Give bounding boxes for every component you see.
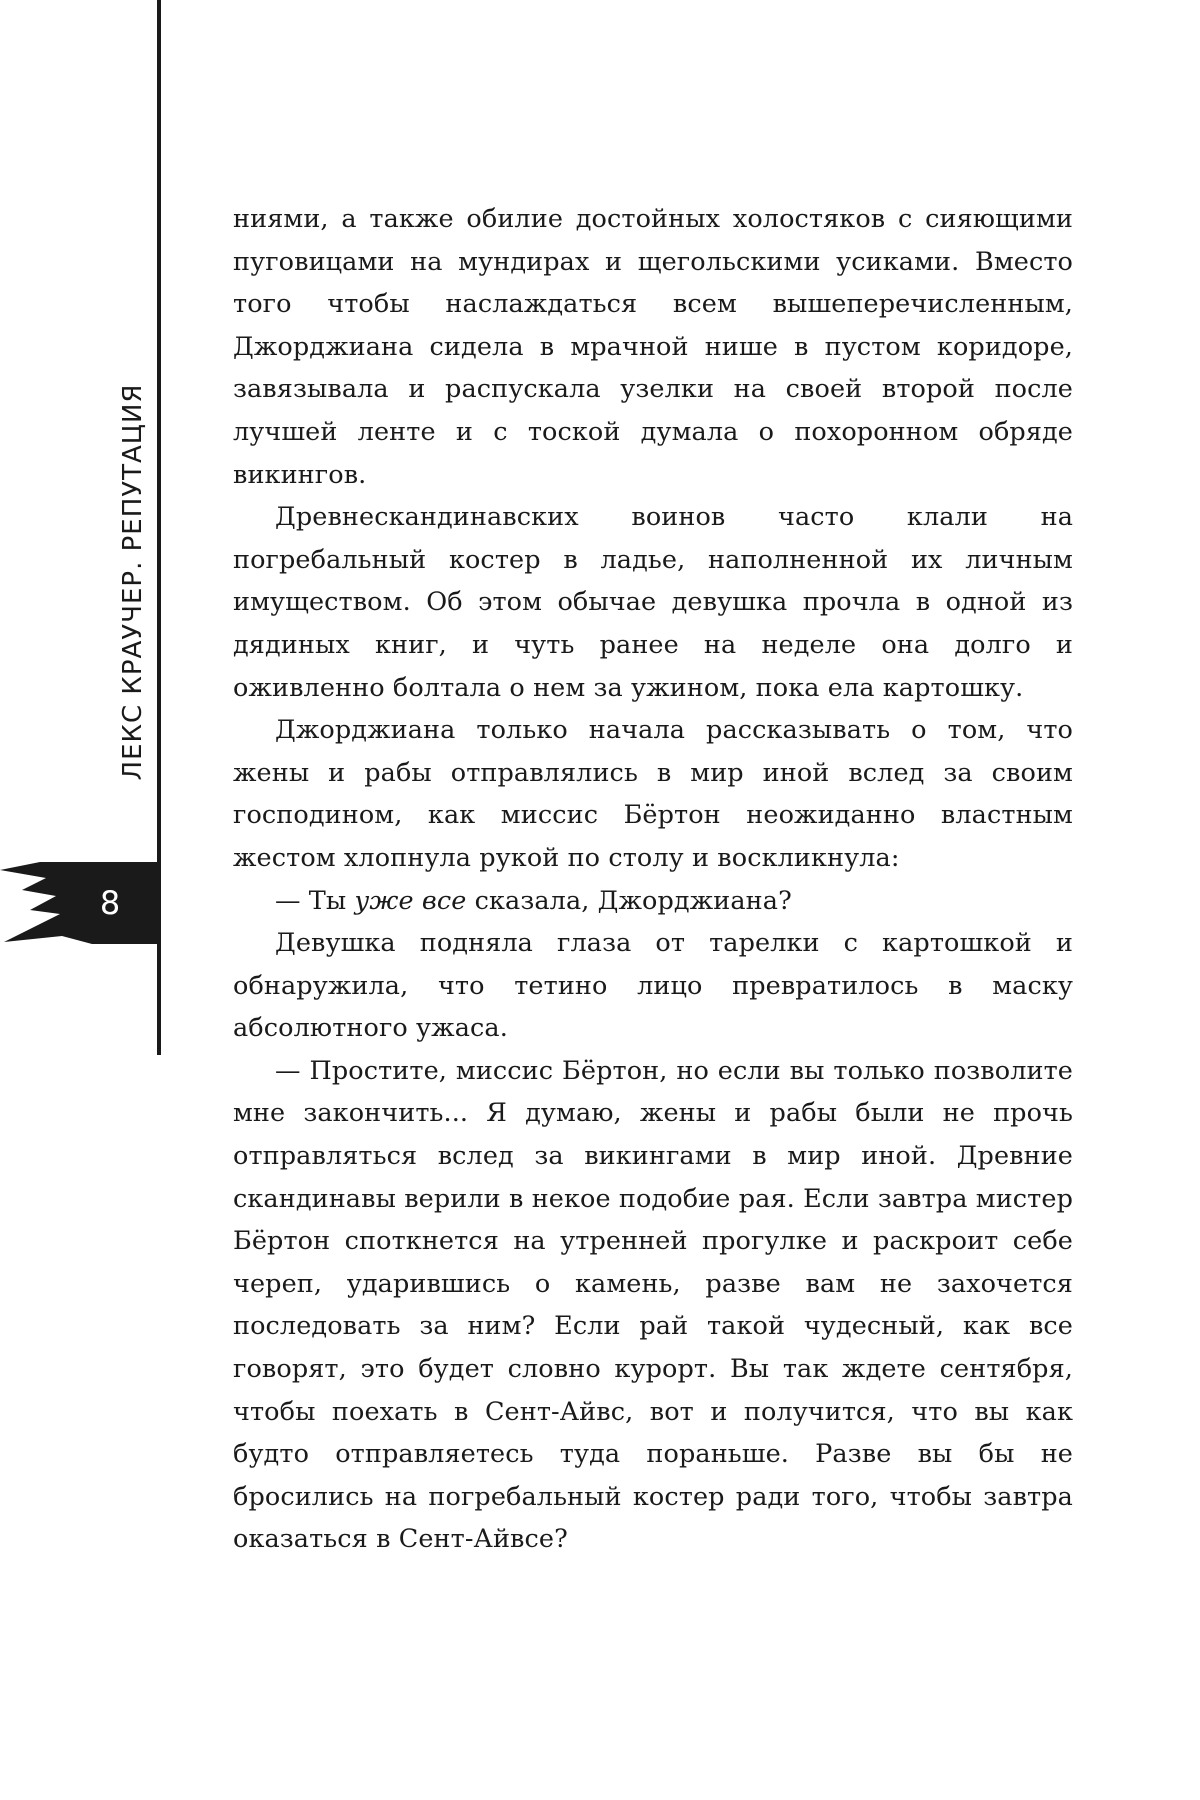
running-head: ЛЕКС КРАУЧЕР. РЕПУТАЦИЯ [118,383,148,781]
paragraph: — Простите, миссис Бёртон, но если вы только позволите мне закончить... Я думаю, жены и рабы были не прочь отправляться вслед за викингами в мир иной. Древние скандинавы верили в некое подобие рая. Если завтра мистер Бёртон споткнется на утренней прогулке и раскроит себе череп, ударившись о камень, разве вам не захочется последовать за ним? Если рай такой чудесный, как все говорят, это будет словно курорт. Вы так ждете сентября, чтобы поехать в Сент-Айвс, вот и получится, что вы как будто отправляетесь туда пораньше. Разве вы бы не бросились на погребальный костер ради того, чтобы завтра оказаться в Сент-Айвсе? [233,1055,1073,1555]
paragraph: ниями, а также обилие достойных холостяков с сияющими пуговицами на мундирах и щегольскими усиками. Вместо того чтобы наслаждаться всем вышеперечисленным, Джорджиана сидела в мрачной нише в пустом коридоре, завязывала и распускала узелки на своей второй после лучшей ленте и с тоской думала о похоронном обряде викингов. [233,204,1073,490]
paragraph: Джорджиана только начала рассказывать о том, что жены и рабы отправлялись в мир иной вслед за своим господином, как миссис Бёртон неожиданно властным жестом хлопнула рукой по столу и воскликнула: [233,715,1073,873]
dialogue-line [233,880,1073,923]
body-text [233,198,1073,1561]
emphasis-text: уже все [354,885,467,916]
paragraph: Древнескандинавских воинов часто клали на погребальный костер в ладье, наполненной их личным имуществом. Об этом обычае девушка прочла в одной из дядиных книг, и чуть ранее на неделе она долго и оживленно болтала о нем за ужином, пока ела картошку. [233,502,1073,703]
page-number-flag [0,862,160,944]
dialogue-text: — Ты [275,885,355,916]
dialogue-text: сказала, Джорджиана? [466,885,792,916]
paragraph: Девушка подняла глаза от тарелки с картошкой и обнаружила, что тетино лицо превратилось в маску абсолютного ужаса. [233,928,1073,1044]
page-number: 8 [99,884,121,922]
